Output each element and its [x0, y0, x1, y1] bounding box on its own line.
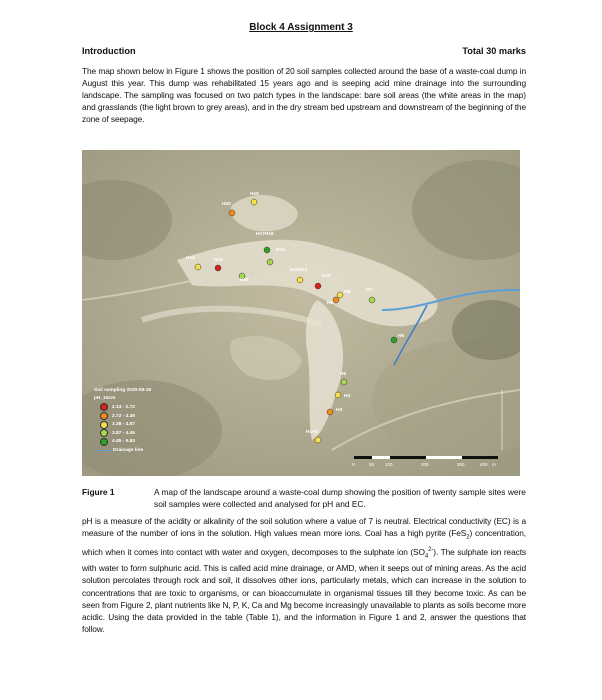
legend-entry — [92, 412, 182, 421]
scale-unit: m — [492, 462, 496, 467]
intro-paragraph: The map shown below in Figure 1 shows the position of 20 soil samples collected around the base of a waste-coal dump in August this year. This dump was rehabilitated 15 years ago and is seeping acid mine drainage into the surrounding landscape. The sampling was focused on two patch types in the landscape: bare soil areas (the white areas in the map) and grasslands (the light brown to grey areas), and in the dry stream bed upstream and downstream of the beginning of the zone of seepage. — [82, 66, 526, 125]
sample-label: H6 — [398, 334, 405, 339]
legend-label: 4.45 - 5.83 — [112, 439, 135, 445]
legend-entry — [92, 429, 182, 438]
page-title: Block 4 Assignment 3 — [249, 22, 353, 33]
sample-label: H13 — [186, 256, 195, 261]
sample-label: H10 — [322, 274, 331, 279]
sample-label: H9 — [327, 301, 334, 306]
sample-label: H7 — [366, 288, 373, 293]
intro-row — [82, 46, 526, 56]
scale-label: 50 — [369, 462, 375, 467]
sample-label: H1H2 — [306, 430, 319, 435]
figure-caption-text: A map of the landscape around a waste-coal dump showing the position of twenty sample sites were soil samples were collected and analysed for pH and EC. — [154, 487, 526, 509]
intro-heading: Introduction — [82, 46, 136, 56]
figure-label: Figure 1 — [82, 487, 115, 497]
body-paragraph: pH is a measure of the acidity or alkalinity of the soil solution where a value of 7 is neutral. Electrical conductivity (EC) is a measure of the number of ions in the solution. High values mean more ions. Coal has a high pyrite (FeS$_2$) concentration, which when it comes into contact with water and oxygen, decomposes to the sulphate ion $(SO_4^{2-})$. The sulphate ion reacts with water to form sulphuric acid. This is called acid mine drainage, or AMD, when it seeps out of mining areas. As the acid solution percolates through rock and soil, it dissolves other ions, particularly metals, which can increase in the solution to concentrations that are toxic to organisms, or can bioaccumulate in organismal tissues till they become toxic. As can be seen from Figure 2, plant nutrients like N, P, K, Ca and Mg become increasingly unavailable to plants as soils become more acidic. Using the data provided in the table (Table 1), and the information in Figure 1 and 2, answer the questions that follow. — [82, 516, 527, 634]
legend-label: 3.87 - 4.45 — [112, 430, 135, 436]
scale-label: 0 — [352, 462, 355, 467]
legend-title: Soil sampling 2020-08-18 — [94, 387, 152, 393]
legend-label: 3.38 - 3.87 — [112, 422, 135, 428]
drainage-line-swatch — [96, 450, 110, 451]
sample-label: H16 — [276, 248, 285, 253]
legend-swatch — [100, 438, 108, 446]
sample-label: H14 — [214, 258, 223, 263]
total-marks: Total 30 marks — [462, 46, 526, 56]
sample-label: H20 — [222, 202, 231, 207]
sample-label: H17H18 — [256, 232, 274, 237]
legend-swatch — [100, 429, 108, 437]
legend-label: Drainage line — [113, 447, 144, 453]
scale-label: 200 — [421, 462, 429, 467]
map-legend — [92, 386, 182, 468]
scale-label: 300 — [457, 462, 465, 467]
sample-label: H4 — [344, 394, 351, 399]
legend-label: 2.14 - 2.72 — [112, 404, 135, 410]
legend-entry — [92, 420, 182, 429]
sample-label: H5 — [340, 372, 347, 377]
sample-label: H15 — [240, 278, 249, 283]
legend-entry — [92, 403, 182, 412]
legend-subtitle: pH_10cm — [94, 396, 116, 402]
legend-swatch — [100, 421, 108, 429]
sample-label: H19 — [250, 192, 259, 197]
sample-label: H3 — [336, 408, 343, 413]
legend-swatch — [100, 412, 108, 420]
legend-entry — [92, 446, 182, 455]
sample-label: H8 — [344, 290, 351, 295]
legend-entry — [92, 438, 182, 447]
scale-label: 100 — [385, 462, 393, 467]
scale-bar — [354, 456, 498, 470]
legend-label: 2.72 - 3.38 — [112, 413, 135, 419]
legend-swatch — [100, 403, 108, 411]
scale-label: 400 — [480, 462, 488, 467]
figure-1-map — [82, 150, 520, 476]
sample-label: H11H12 — [290, 268, 308, 273]
